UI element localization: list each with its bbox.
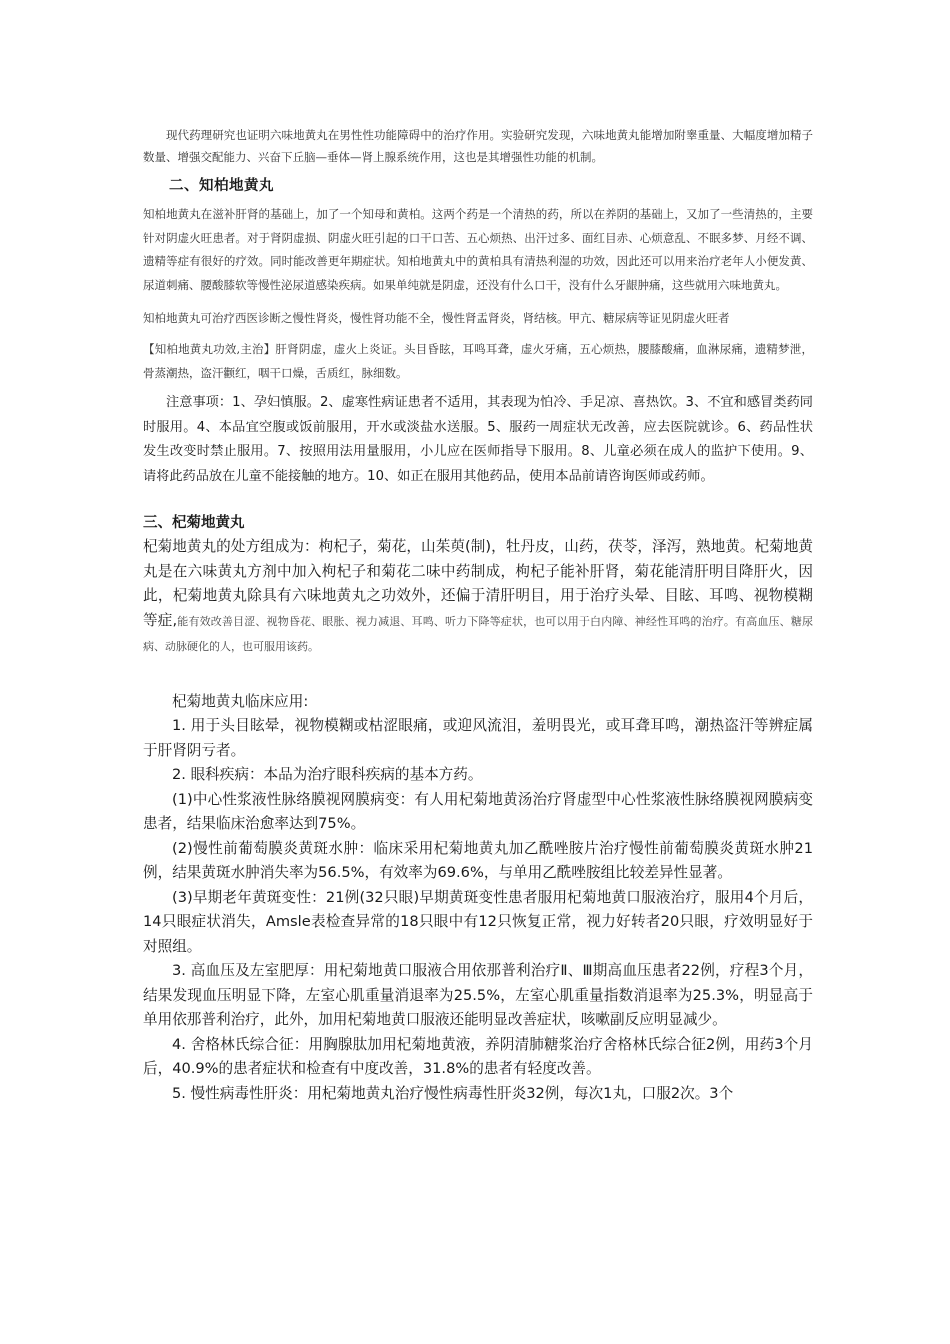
qiju-intro-main: 杞菊地黄丸的处方组成为：枸杞子，菊花，山茱萸(制)，牡丹皮，山药，茯苓，泽泻，熟地黄。杞菊地黄丸是在六味黄丸方剂中加入枸杞子和菊花二味中药制成，枸杞子能补肝肾，菊花能清肝明目降肝火，因此，杞菊地黄丸除具有六味地黄丸之功效外，还偏于清肝明目，用于治疗头晕、目眩、耳鸣、视物模糊等症, [143,538,813,629]
paragraph-clinical-2-3: (3)早期老年黄斑变性：21例(32只眼)早期黄斑变性患者服用杞菊地黄口服液治疗，服用4个月后，14只眼症状消失，Amsle表检查异常的18只眼中有12只恢复正常，视力好转者20只眼，疗效明显好于对照组。 [143,888,813,955]
paragraph-zhibai-intro: 知柏地黄丸在滋补肝肾的基础上，加了一个知母和黄柏。这两个药是一个清热的药，所以在养阴的基础上，又加了一些清热的，主要针对阴虚火旺患者。对于肾阴虚损、阴虚火旺引起的口干口苦、五心烦热、出汗过多、面红目赤、心烦意乱、不眠多梦、月经不调、遗精等症有很好的疗效。同时能改善更年期症状。知柏地黄丸中的黄柏具有清热利湿的功效，因此还可以用来治疗老年人小便发黄、尿道刺痛、腰酸膝软等慢性泌尿道感染疾病。如果单纯就是阴虚，还没有什么口干，没有什么牙龈肿痛，这些就用六味地黄丸。 [143,207,813,292]
paragraph-clinical-3: 3. 高血压及左室肥厚：用杞菊地黄口服液合用依那普利治疗Ⅱ、Ⅲ期高血压患者22例，疗程3个月，结果发现血压明显下降，左室心肌重量消退率为25.5%，左室心肌重量指数消退率为25.3%，明显高于单用依那普利治疗，此外，加用杞菊地黄口服液还能明显改善症状，咳嗽副反应明显减少。 [143,962,813,1029]
paragraph-precautions: 注意事项：1、孕妇慎服。2、虚寒性病证患者不适用，其表现为怕冷、手足凉、喜热饮。3、不宜和感冒类药同时服用。4、本品宜空腹或饭前服用，开水或淡盐水送服。5、服药一周症状无改善，应去医院就诊。6、药品性状发生改变时禁止服用。7、按照用法用量服用，小儿应在医师指导下服用。8、儿童必须在成人的监护下使用。9、请将此药品放在儿童不能接触的地方。10、如正在服用其他药品，使用本品前请咨询医师或药师。 [143,395,813,484]
section-heading-qiju: 三、杞菊地黄丸 [143,515,245,532]
qiju-intro-small: 能有效改善目涩、视物昏花、眼胀、视力减退、耳鸣、听力下降等症状，也可以用于白内障、神经性耳鸣的治疗。有高血压、糖尿病、动脉硬化的人，也可服用该药。 [143,614,813,654]
paragraph-clinical-5: 5. 慢性病毒性肝炎：用杞菊地黄丸治疗慢性病毒性肝炎32例，每次1丸，口服2次。3个 [172,1084,734,1102]
section-heading-zhibai: 二、知柏地黄丸 [169,178,274,194]
paragraph-qiju-intro [143,535,813,660]
paragraph-pharmacology: 现代药理研究也证明六味地黄丸在男性性功能障碍中的治疗作用。实验研究发现，六味地黄丸能增加附睾重量、大幅度增加精子数量、增强交配能力、兴奋下丘脑—垂体—肾上腺系统作用，这也是其增强性功能的机制。 [143,128,813,164]
paragraph-clinical-2: 2. 眼科疾病：本品为治疗眼科疾病的基本方药。 [172,766,483,784]
paragraph-clinical-2-1: (1)中心性浆液性脉络膜视网膜病变：有人用杞菊地黄汤治疗肾虚型中心性浆液性脉络膜视网膜病变患者，结果临床治愈率达到75%。 [143,790,813,833]
document-page [143,124,813,1106]
paragraph-clinical-4: 4. 舍格林氏综合征：用胸腺肽加用杞菊地黄液，养阴清肺糖浆治疗舍格林氏综合征2例，用药3个月后，40.9%的患者症状和检查有中度改善，31.8%的患者有轻度改善。 [143,1035,813,1078]
paragraph-clinical-heading: 杞菊地黄丸临床应用: [172,692,309,710]
paragraph-zhibai-western: 知柏地黄丸可治疗西医诊断之慢性肾炎，慢性肾功能不全，慢性肾盂肾炎，肾结核。甲亢、糖尿病等证见阴虚火旺者 [143,311,730,325]
paragraph-zhibai-efficacy: 【知柏地黄丸功效,主治】肝肾阴虚，虚火上炎证。头目昏眩，耳鸣耳聋，虚火牙痛，五心烦热，腰膝酸痛，血淋尿痛，遗精梦泄，骨蒸潮热，盗汗颧红，咽干口燥，舌质红，脉细数。 [143,342,813,380]
paragraph-clinical-1: 1. 用于头目眩晕，视物模糊或枯涩眼痛，或迎风流泪，羞明畏光，或耳聋耳鸣，潮热盗汗等辨症属于肝肾阴亏者。 [143,717,813,759]
paragraph-clinical-2-2: (2)慢性前葡萄膜炎黄斑水肿：临床采用杞菊地黄丸加乙酰唑胺片治疗慢性前葡萄膜炎黄斑水肿21例，结果黄斑水肿消失率为56.5%，有效率为69.6%，与单用乙酰唑胺组比较差异性显著。 [143,839,813,882]
